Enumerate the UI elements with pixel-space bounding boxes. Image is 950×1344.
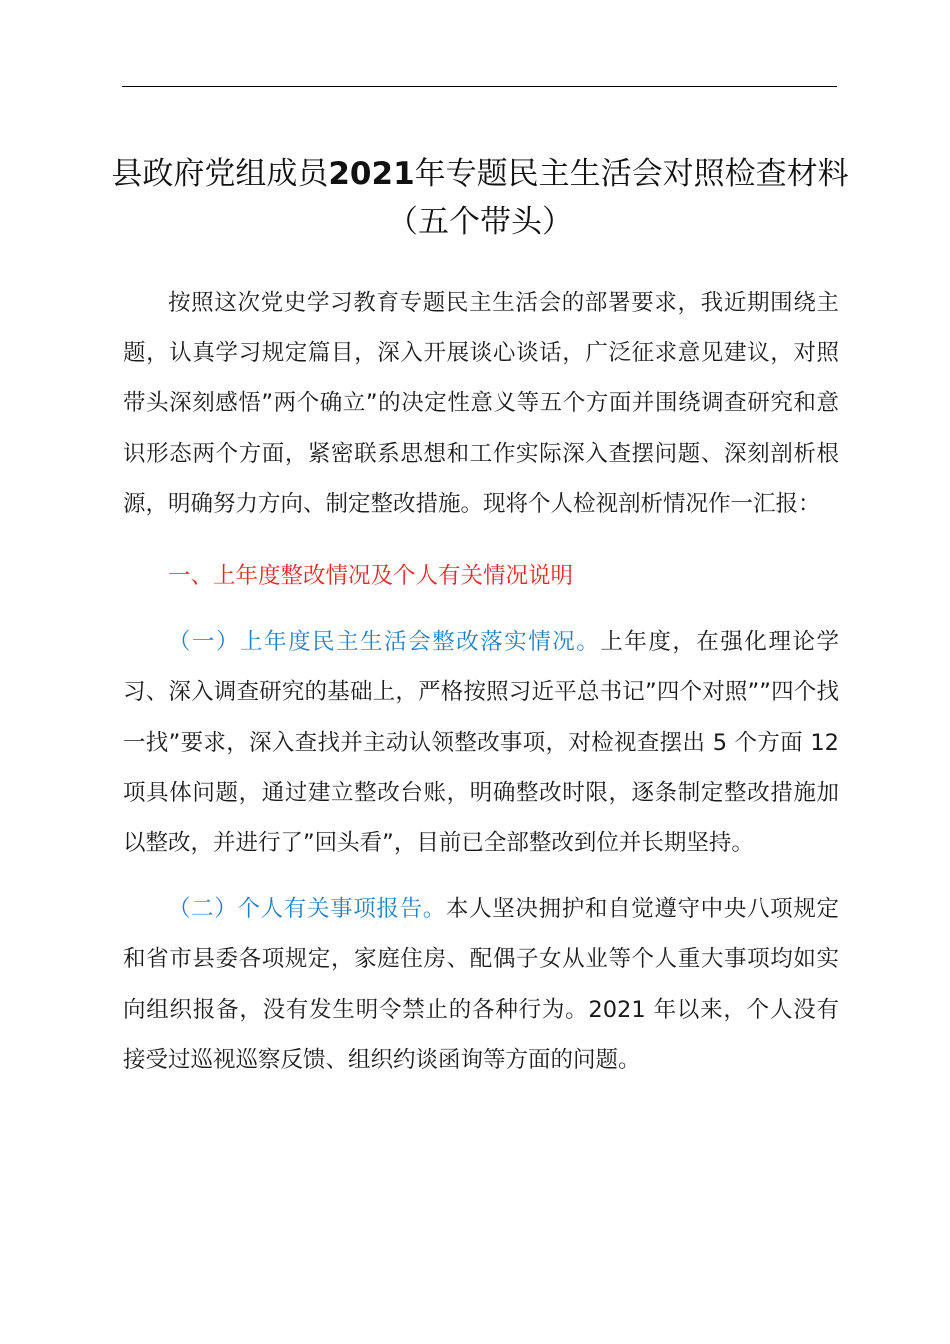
title-part1: 县政府党组成员 [111, 156, 329, 192]
section-heading-1: 一、上年度整改情况及个人有关情况说明 [168, 563, 574, 590]
subsection-1-heading: （一）上年度民主生活会整改落实情况。 [168, 629, 601, 656]
subsection-1-paragraph [123, 617, 839, 868]
title-part2: 年专题民主生活会对照检查材料（五个带头） [387, 156, 849, 240]
subsection-2-text: 本人坚决拥护和自觉遵守中央八项规定和省市县委各项规定，家庭住房、配偶子女从业等个人重大事项均如实向组织报备，没有发生明令禁止的各种行为。2021 年以来，个人没有接受过巡视巡察反馈、组织约谈函询等方面的问题。 [123, 896, 839, 1073]
document-title [110, 150, 850, 246]
header-rule [122, 86, 837, 87]
document-body [123, 278, 839, 1085]
subsection-2-heading: （二）个人有关事项报告。 [168, 896, 446, 923]
subsection-2-paragraph [123, 884, 839, 1085]
title-year: 2021 [328, 156, 415, 192]
subsection-1-text: 上年度，在强化理论学习、深入调查研究的基础上，严格按照习近平总书记”四个对照””四个找一找”要求，深入查找并主动认领整改事项，对检视查摆出 5 个方面 12 项具体问题，通过建立整改台账，明确整改时限，逐条制定整改措施加以整改，并进行了”回头看”，目前已全部整改到位并长期坚持。 [123, 629, 839, 857]
intro-paragraph: 按照这次党史学习教育专题民主生活会的部署要求，我近期围绕主题，认真学习规定篇目，深入开展谈心谈话，广泛征求意见建议，对照带头深刻感悟”两个确立”的决定性意义等五个方面并围绕调查研究和意识形态两个方面，紧密联系思想和工作实际深入查摆问题、深刻剖析根源，明确努力方向、制定整改措施。现将个人检视剖析情况作一汇报： [123, 290, 839, 517]
